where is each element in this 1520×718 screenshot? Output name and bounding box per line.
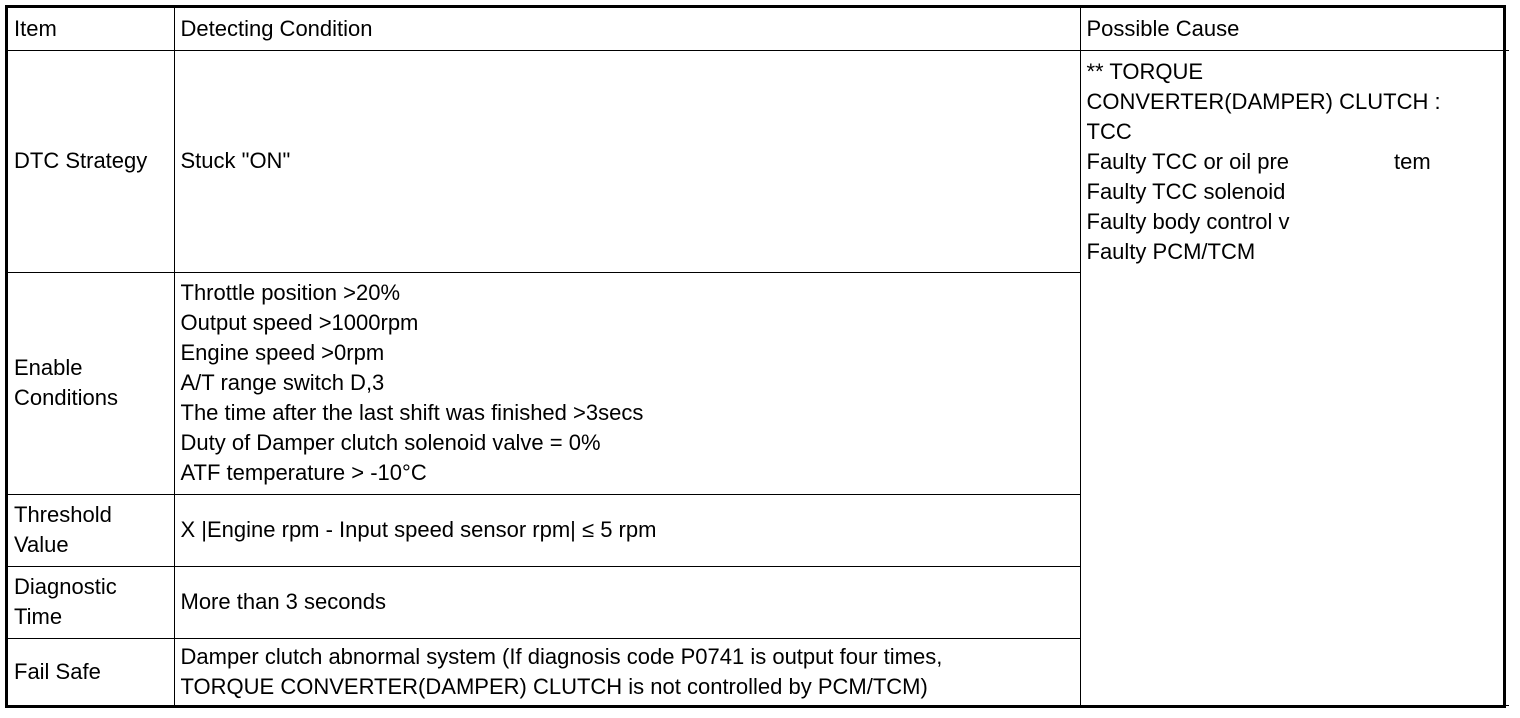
- cause-line-2: CONVERTER(DAMPER) CLUTCH :: [1086, 88, 1441, 114]
- enable-conditions-item-line1: Enable: [14, 355, 83, 380]
- header-item: Item: [8, 8, 174, 50]
- cause-line-4-start: Faulty TCC or oil pre: [1086, 148, 1290, 174]
- cause-line-5: Faulty TCC solenoid: [1086, 178, 1286, 204]
- enable-condition-2: Output speed >1000rpm: [180, 310, 419, 335]
- diagnostic-time-item-line1: Diagnostic: [14, 574, 117, 599]
- enable-conditions-item-line2: Conditions: [14, 385, 118, 410]
- enable-condition-7: ATF temperature > -10°C: [180, 460, 427, 485]
- diagnostic-table: [8, 8, 1509, 706]
- cause-line-4: [1087, 147, 1504, 177]
- header-possible-cause: Possible Cause: [1080, 8, 1509, 50]
- fail-safe-line2: TORQUE CONVERTER(DAMPER) CLUTCH is not controlled by PCM/TCM): [180, 673, 928, 699]
- diagnostic-time-condition: More than 3 seconds: [174, 566, 1080, 638]
- cause-line-7: Faulty PCM/TCM: [1086, 238, 1256, 264]
- cause-line-4-end: tem: [1394, 148, 1431, 174]
- diagnostic-time-item: [8, 566, 174, 638]
- enable-condition-3: Engine speed >0rpm: [180, 340, 385, 365]
- fail-safe-item: Fail Safe: [8, 638, 174, 705]
- threshold-value-condition: X |Engine rpm - Input speed sensor rpm| ≤ 5 rpm: [174, 494, 1080, 566]
- enable-conditions-item: [8, 272, 174, 494]
- dtc-strategy-item: DTC Strategy: [8, 50, 174, 272]
- enable-conditions-list: [174, 272, 1080, 494]
- fail-safe-condition: [174, 638, 1080, 705]
- header-detecting-condition: Detecting Condition: [174, 8, 1080, 50]
- diagnostic-time-item-line2: Time: [14, 604, 63, 629]
- cause-line-1: ** TORQUE: [1086, 58, 1204, 84]
- dtc-strategy-condition: Stuck "ON": [174, 50, 1080, 272]
- table-header-row: [8, 8, 1509, 50]
- enable-condition-5: The time after the last shift was finished >3secs: [180, 400, 644, 425]
- enable-condition-4: A/T range switch D,3: [180, 370, 385, 395]
- cause-line-3: TCC: [1086, 118, 1132, 144]
- diagnostic-table-frame: [5, 5, 1506, 708]
- row-dtc-strategy: [8, 50, 1509, 272]
- enable-condition-6: Duty of Damper clutch solenoid valve = 0%: [180, 430, 601, 455]
- threshold-item-line2: Value: [14, 532, 69, 557]
- threshold-item-line1: Threshold: [14, 502, 112, 527]
- possible-cause-cell: [1080, 50, 1509, 705]
- cause-line-6: Faulty body control v: [1086, 208, 1290, 234]
- threshold-value-item: [8, 494, 174, 566]
- fail-safe-line1: Damper clutch abnormal system (If diagnosis code P0741 is output four times,: [180, 643, 943, 669]
- enable-condition-1: Throttle position >20%: [180, 280, 401, 305]
